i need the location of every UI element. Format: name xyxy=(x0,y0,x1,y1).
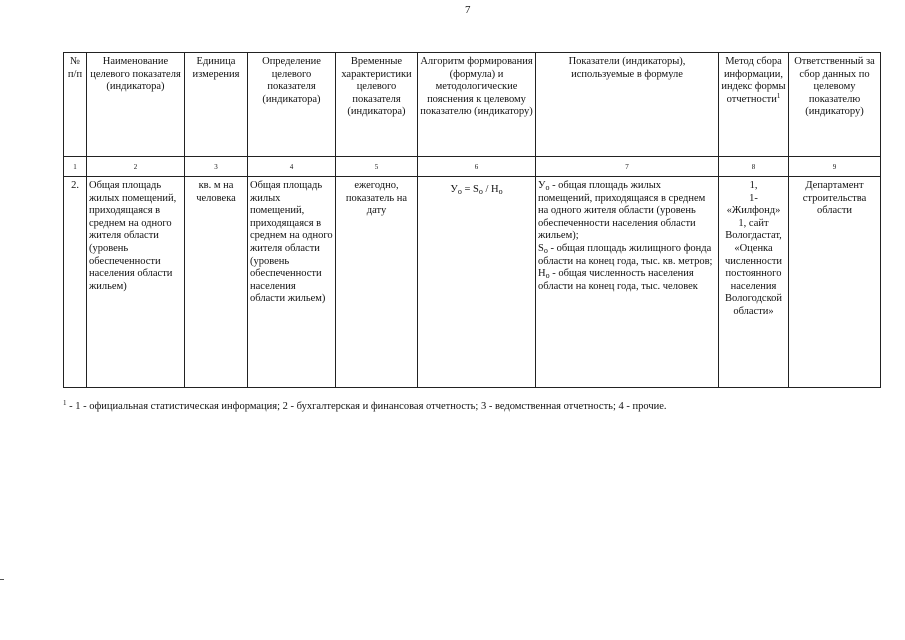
footnote xyxy=(63,401,667,412)
column-number: 2 xyxy=(87,157,185,177)
collection-method xyxy=(719,177,789,388)
header-cell-formula: Алгоритм формирования (формула) и методологические пояснения к целевому показателю (индикатору) xyxy=(418,53,536,157)
formula-y-sub: о xyxy=(457,187,462,196)
indicator-term xyxy=(538,180,705,241)
header-cell-method xyxy=(719,53,789,157)
term-description: - общая численность населения области на конец года, тыс. человек xyxy=(538,268,698,292)
formula-indicators xyxy=(536,177,719,388)
formula-divide: / xyxy=(482,184,492,195)
header-cell-timing: Временные характеристики целевого показателя (индикатора) xyxy=(336,53,418,157)
indicator-term xyxy=(538,268,698,292)
footnote-mark: 1 xyxy=(63,399,67,407)
method-line: 1- «Жилфонд» xyxy=(726,192,781,217)
formula-s: S xyxy=(473,184,479,195)
term-symbol: S xyxy=(538,242,544,254)
header-cell-unit: Единица измерения xyxy=(185,53,248,157)
indicator-table xyxy=(63,52,881,388)
header-method-text: Метод сбора информации, индекс формы отчетности xyxy=(721,56,786,105)
formula-y: У xyxy=(450,184,458,195)
indicator-name: Общая площадь жилых помещений, приходящаяся в среднем на одного жителя области (уровень обеспеченности населения области жильем) xyxy=(87,177,185,388)
term-description: - общая площадь жилых помещений, приходящаяся в среднем на одного жителя области (уровень обеспеченности населения области жильем); xyxy=(538,180,706,242)
column-number: 9 xyxy=(789,157,881,177)
term-description: - общая площадь жилищного фонда области на конец года, тыс. кв. метров; xyxy=(538,242,713,267)
indicator-timing: ежегодно, показатель на дату xyxy=(336,177,418,388)
term-subscript: о xyxy=(543,245,548,255)
table-row xyxy=(64,177,881,388)
header-cell-responsible: Ответственный за сбор данных по целевому показателю (индикатору) xyxy=(789,53,881,157)
indicator-term xyxy=(538,243,712,267)
responsible-party: Департамент строительства области xyxy=(789,177,881,388)
method-line: 1, сайт Вологдастат, «Оценка численности постоянного населения Вологодской области» xyxy=(724,217,783,317)
column-number: 3 xyxy=(185,157,248,177)
footnote-text: - 1 - официальная статистическая информация; 2 - бухгалтерская и финансовая отчетность; 3 - ведомственная отчетность; 4 - прочие. xyxy=(66,401,667,412)
term-symbol: У xyxy=(538,180,546,191)
method-line: 1, xyxy=(749,180,758,191)
column-number: 6 xyxy=(418,157,536,177)
formula-s-sub: о xyxy=(478,187,483,196)
formula-h-sub: о xyxy=(498,187,503,196)
term-subscript: о xyxy=(545,271,550,281)
header-footnote-mark: 1 xyxy=(776,91,781,100)
formula-h: Н xyxy=(491,184,499,195)
formula-equals: = xyxy=(461,184,473,195)
column-number: 1 xyxy=(64,157,87,177)
header-cell-name: Наименование целевого показателя (индикатора) xyxy=(87,53,185,157)
header-cell-indicators: Показатели (индикаторы), используемые в формуле xyxy=(536,53,719,157)
page-number: 7 xyxy=(465,4,471,16)
column-number: 7 xyxy=(536,157,719,177)
column-number: 8 xyxy=(719,157,789,177)
header-cell-definition: Определение целевого показателя (индикатора) xyxy=(248,53,336,157)
term-symbol: Н xyxy=(538,268,546,280)
indicator-definition: Общая площадь жилых помещений, приходящаяся в среднем на одного жителя области (уровень обеспеченности населения области жильем) xyxy=(248,177,336,388)
indicator-formula xyxy=(418,177,536,388)
term-subscript: о xyxy=(545,183,550,192)
header-cell-number: № п/п xyxy=(64,53,87,157)
column-number: 4 xyxy=(248,157,336,177)
column-number: 5 xyxy=(336,157,418,177)
margin-mark xyxy=(0,579,4,580)
header-row xyxy=(64,53,881,157)
row-number: 2. xyxy=(64,177,87,388)
column-number-row xyxy=(64,157,881,177)
indicator-unit: кв. м на человека xyxy=(185,177,248,388)
